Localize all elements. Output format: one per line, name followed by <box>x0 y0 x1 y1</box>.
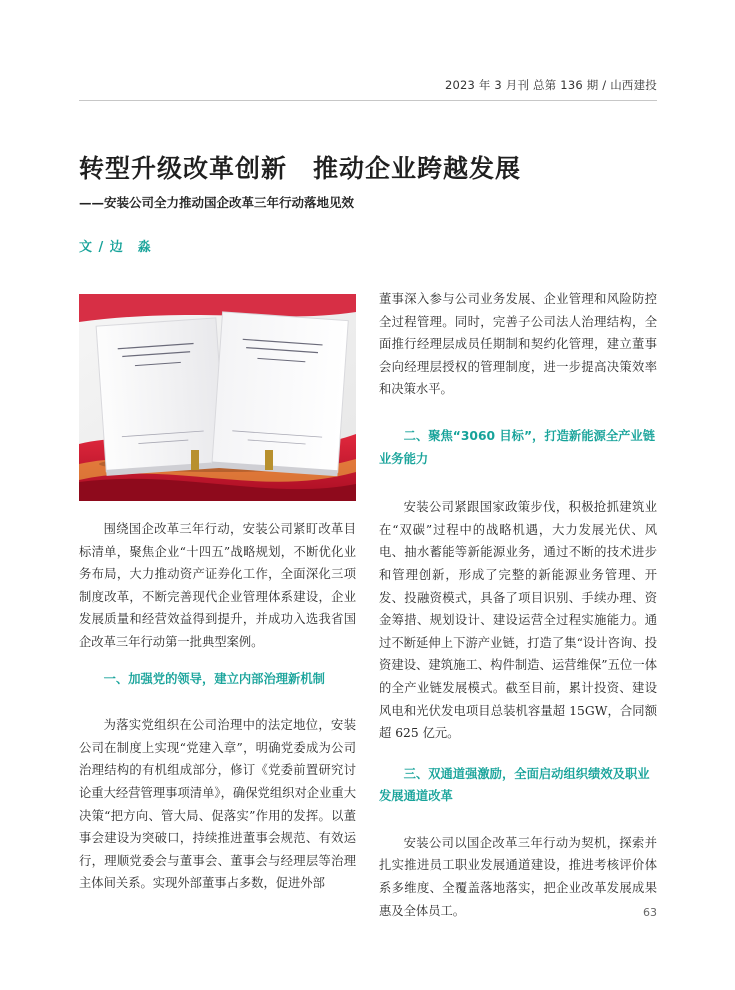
article-subtitle: ——安装公司全力推动国企改革三年行动落地见效 <box>79 195 355 210</box>
header-divider <box>79 100 657 101</box>
left-column <box>79 518 356 895</box>
right-column <box>379 288 657 922</box>
article-title: 转型升级改革创新 推动企业跨越发展 <box>79 154 522 183</box>
right-paragraph-1: 董事深入参与公司业务发展、企业管理和风险防控全过程管理。同时，完善子公司法人治理结构，全面推行经理层成员任期制和契约化管理，建立董事会向经理层授权的管理制度，进一步提高决策效率和决策水平。 <box>379 292 657 397</box>
issue-info: 2023 年 3 月刊 总第 136 期 / 山西建投 <box>444 78 657 92</box>
left-paragraph-1: 围绕国企改革三年行动，安装公司紧盯改革目标清单，聚焦企业“十四五”战略规划，不断优化业务布局，大力推动资产证券化工作，全面深化三项制度改革，不断完善现代企业管理体系建设，企业发展质量和经营效益得到提升，并成功入选我省国企改革三年行动第一批典型案例。 <box>79 522 356 649</box>
right-paragraph-3: 安装公司以国企改革三年行动为契机，探索并扎实推进员工职业发展通道建设，推进考核评价体系多维度、全覆盖落地落实，把企业改革发展成果惠及全体员工。 <box>379 835 657 918</box>
article-photo <box>79 294 356 501</box>
section-heading-3: 三、双通道强激励，全面启动组织绩效及职业发展通道改革 <box>379 766 650 804</box>
left-paragraph-2: 为落实党组织在公司治理中的法定地位，安装公司在制度上实现“党建入章”，明确党委成为公司治理结构的有机组成部分，修订《党委前置研究讨论重大经营管理事项清单》，确保党组织对企业重大决策“把方向、管大局、促落实”作用的发挥。以董事会建设为突破口，持续推进董事会规范、有效运行，理顺党委会与董事会、董事会与经理层等治理主体间关系。实现外部董事占多数，促进外部 <box>79 718 356 891</box>
right-paragraph-2: 安装公司紧跟国家政策步伐，积极抢抓建筑业在“双碳”过程中的战略机遇，大力发展光伏、风电、抽水蓄能等新能源业务，通过不断的技术进步和管理创新，形成了完整的新能源业务管理、开发、投融资模式，具备了项目识别、手续办理、资金筹措、规划设计、建设运营全过程实施能力。通过不断延伸上下游产业链，打造了集“设计咨询、投资建设、建筑施工、构件制造、运营维保”五位一体的全产业链发展模式。截至目前，累计投资、建设风电和光伏发电项目总装机容量超 15GW，合同额超 625 亿元。 <box>379 500 657 741</box>
section-heading-2: 二、聚焦“3060 目标”，打造新能源全产业链业务能力 <box>379 428 656 466</box>
page-number: 63 <box>643 906 657 919</box>
documents-photo <box>79 294 356 501</box>
article-author: 文 / 边 淼 <box>79 240 152 255</box>
section-heading-1: 一、加强党的领导，建立内部治理新机制 <box>103 671 325 686</box>
